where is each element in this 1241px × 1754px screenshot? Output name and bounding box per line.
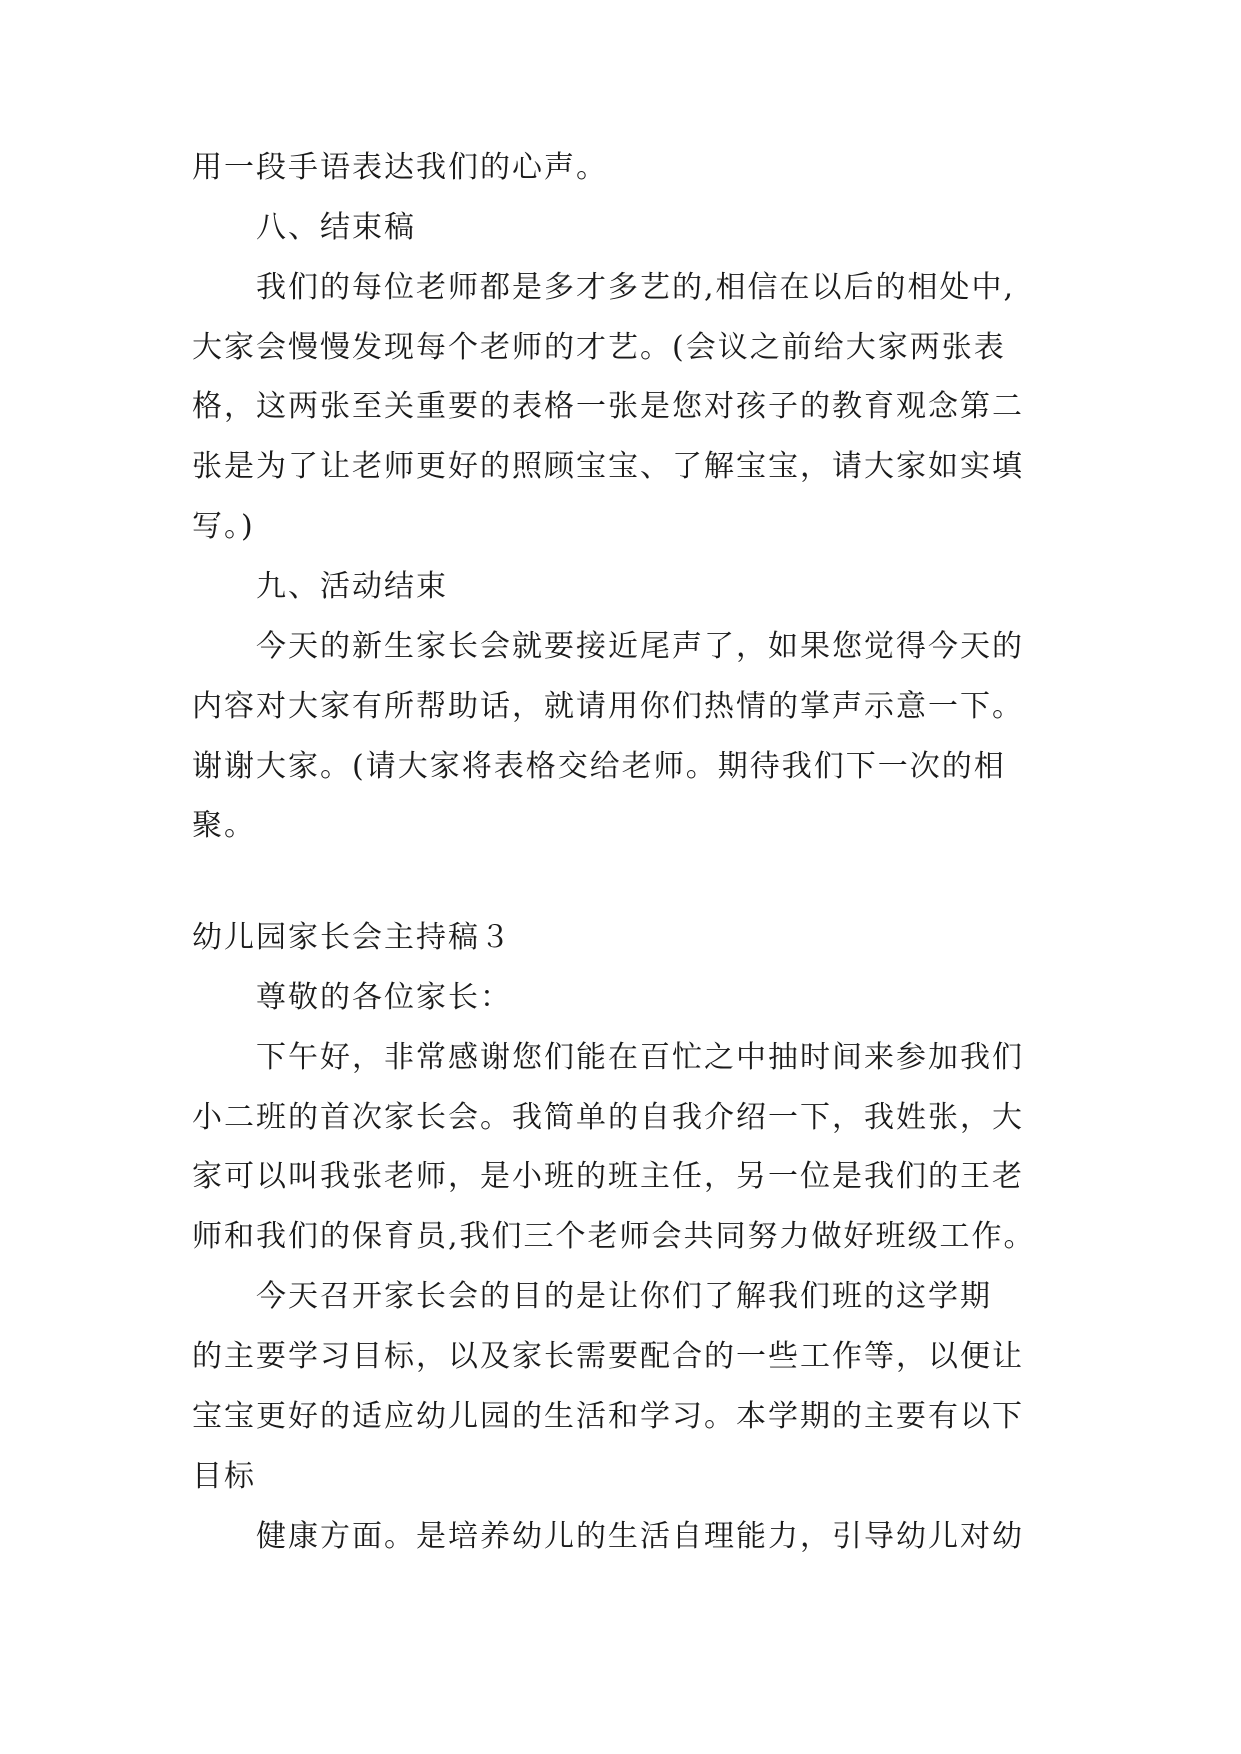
paragraph-line: 张是为了让老师更好的照顾宝宝、了解宝宝，请大家如实填 (192, 449, 1024, 484)
paragraph-line: 今天召开家长会的目的是让你们了解我们班的这学期 (256, 1279, 992, 1314)
paragraph-line: 内容对大家有所帮助话，就请用你们热情的掌声示意一下。 (192, 689, 1024, 724)
document-title: 幼儿园家长会主持稿３ (192, 920, 512, 955)
paragraph-line: 今天的新生家长会就要接近尾声了，如果您觉得今天的 (256, 629, 1024, 664)
section-heading: 八、结束稿 (256, 210, 416, 245)
paragraph-line: 师和我们的保育员,我们三个老师会共同努力做好班级工作。 (192, 1219, 1036, 1254)
paragraph-line: 健康方面。是培养幼儿的生活自理能力，引导幼儿对幼 (256, 1519, 1024, 1554)
paragraph-line: 谢谢大家。(请大家将表格交给老师。期待我们下一次的相 (192, 749, 1006, 784)
paragraph-line: 大家会慢慢发现每个老师的才艺。(会议之前给大家两张表 (192, 330, 1006, 365)
paragraph-line: 小二班的首次家长会。我简单的自我介绍一下，我姓张，大 (192, 1100, 1024, 1135)
paragraph-line: 宝宝更好的适应幼儿园的生活和学习。本学期的主要有以下 (192, 1399, 1024, 1434)
paragraph-line: 下午好，非常感谢您们能在百忙之中抽时间来参加我们 (256, 1040, 1024, 1075)
paragraph-line: 我们的每位老师都是多才多艺的,相信在以后的相处中, (256, 270, 1016, 305)
paragraph-line: 聚。 (192, 808, 256, 843)
paragraph-line: 目标 (192, 1459, 256, 1494)
paragraph-line: 用一段手语表达我们的心声。 (192, 150, 608, 185)
section-heading: 九、活动结束 (256, 569, 448, 604)
paragraph-line: 的主要学习目标，以及家长需要配合的一些工作等，以便让 (192, 1339, 1024, 1374)
paragraph-line: 格，这两张至关重要的表格一张是您对孩子的教育观念第二 (192, 389, 1024, 424)
paragraph-line: 家可以叫我张老师，是小班的班主任，另一位是我们的王老 (192, 1159, 1024, 1194)
salutation: 尊敬的各位家长： (256, 980, 512, 1015)
paragraph-line: 写。) (192, 509, 255, 544)
